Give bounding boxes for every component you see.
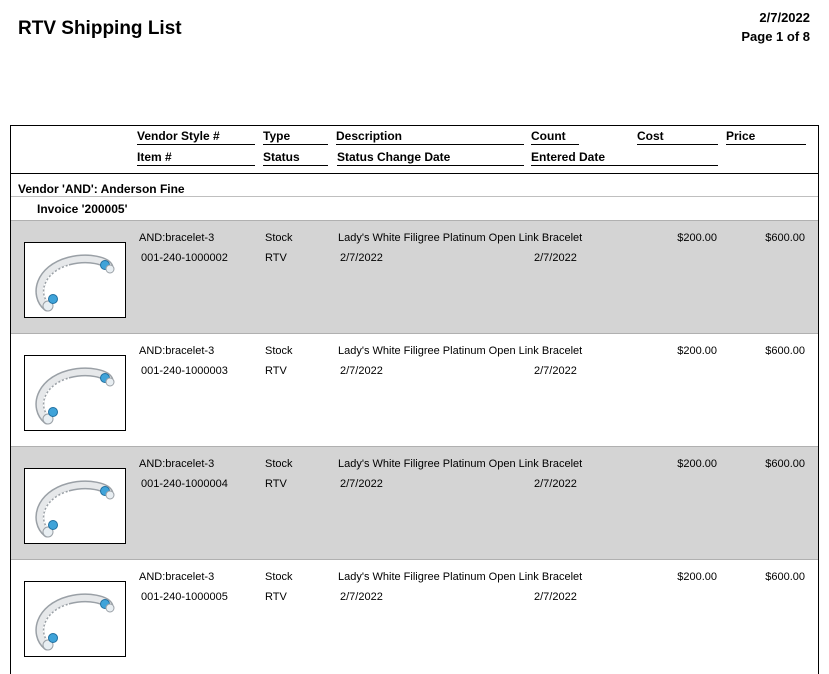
status-value: RTV	[265, 591, 287, 603]
status-change-date-value: 2/7/2022	[340, 478, 383, 490]
type-value: Stock	[265, 571, 293, 583]
cost-value: $200.00	[677, 458, 717, 470]
status-value: RTV	[265, 252, 287, 264]
description-value: Lady's White Filigree Platinum Open Link Bracelet	[338, 571, 583, 583]
col-count: Count	[531, 129, 579, 145]
description-value: Lady's White Filigree Platinum Open Link Bracelet	[338, 232, 583, 244]
item-number-value: 001-240-1000004	[141, 478, 228, 490]
cost-value: $200.00	[677, 345, 717, 357]
entered-date-value: 2/7/2022	[534, 478, 577, 490]
col-status: Status	[263, 150, 328, 166]
col-entered-date: Entered Date	[531, 150, 718, 166]
item-row	[11, 559, 818, 672]
bracelet-image	[24, 242, 126, 318]
item-row	[11, 220, 818, 333]
col-price: Price	[726, 129, 806, 145]
type-value: Stock	[265, 232, 293, 244]
col-vendor-style: Vendor Style #	[137, 129, 255, 145]
entered-date-value: 2/7/2022	[534, 591, 577, 603]
vendor-style-value: AND:bracelet-3	[139, 345, 215, 357]
col-cost: Cost	[637, 129, 718, 145]
status-change-date-value: 2/7/2022	[340, 591, 383, 603]
bracelet-image	[24, 355, 126, 431]
cost-value: $200.00	[677, 232, 717, 244]
vendor-label: Vendor 'AND': Anderson Fine	[18, 182, 185, 196]
col-status-change-date: Status Change Date	[337, 150, 524, 166]
item-number-value: 001-240-1000003	[141, 365, 228, 377]
status-value: RTV	[265, 478, 287, 490]
status-value: RTV	[265, 365, 287, 377]
price-value: $600.00	[765, 345, 805, 357]
item-number-value: 001-240-1000005	[141, 591, 228, 603]
invoice-group-header	[11, 197, 818, 220]
column-header	[11, 126, 818, 174]
vendor-style-value: AND:bracelet-3	[139, 571, 215, 583]
item-list	[11, 220, 818, 672]
entered-date-value: 2/7/2022	[534, 252, 577, 264]
report-date: 2/7/2022	[759, 10, 810, 25]
item-row	[11, 446, 818, 559]
col-item: Item #	[137, 150, 255, 166]
report-title: RTV Shipping List	[18, 18, 182, 39]
report-table	[10, 125, 819, 674]
vendor-group-header	[11, 174, 818, 197]
price-value: $600.00	[765, 458, 805, 470]
price-value: $600.00	[765, 232, 805, 244]
entered-date-value: 2/7/2022	[534, 365, 577, 377]
status-change-date-value: 2/7/2022	[340, 365, 383, 377]
type-value: Stock	[265, 345, 293, 357]
col-description: Description	[336, 129, 524, 145]
cost-value: $200.00	[677, 571, 717, 583]
bracelet-image	[24, 581, 126, 657]
bracelet-image	[24, 468, 126, 544]
invoice-label: Invoice '200005'	[37, 202, 128, 216]
description-value: Lady's White Filigree Platinum Open Link Bracelet	[338, 458, 583, 470]
page-number: Page 1 of 8	[741, 29, 810, 44]
type-value: Stock	[265, 458, 293, 470]
item-number-value: 001-240-1000002	[141, 252, 228, 264]
vendor-style-value: AND:bracelet-3	[139, 458, 215, 470]
col-type: Type	[263, 129, 328, 145]
vendor-style-value: AND:bracelet-3	[139, 232, 215, 244]
price-value: $600.00	[765, 571, 805, 583]
description-value: Lady's White Filigree Platinum Open Link Bracelet	[338, 345, 583, 357]
status-change-date-value: 2/7/2022	[340, 252, 383, 264]
item-row	[11, 333, 818, 446]
